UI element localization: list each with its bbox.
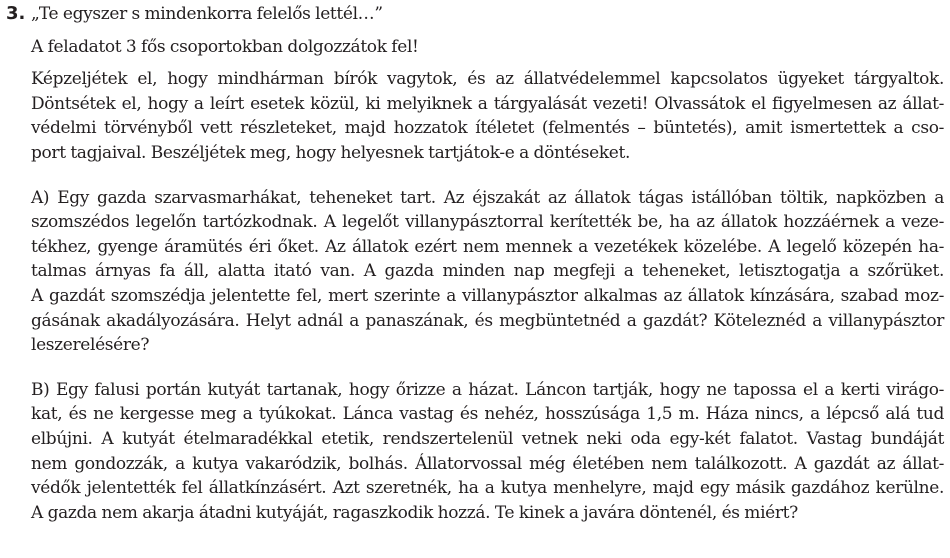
- case-b-line: A gazda nem akarja átadni kutyáját, ragaszkodik hozzá. Te kinek a javára döntenél, és miért?: [31, 502, 798, 523]
- case-a-line: gásának akadályozására. Helyt adnál a panaszának, és megbüntetnéd a gazdát? Köteleznéd a villanypásztor: [31, 310, 944, 331]
- case-a-line: leszerelésére?: [31, 335, 150, 356]
- instructions-line: port tagjaival. Beszéljétek meg, hogy helyesnek tartjátok-e a döntéseket.: [31, 142, 631, 163]
- case-b-line: kat, és ne kergesse meg a tyúkokat. Lánca vastag és nehéz, hosszúsága 1,5 m. Háza nincs, a lépcső alá tud: [31, 404, 944, 425]
- case-b-line: B) Egy falusi portán kutyát tartanak, hogy őrizze a házat. Láncon tartják, hogy ne tapossa el a kerti virágo-: [31, 379, 944, 400]
- case-a-paragraph: [31, 186, 944, 358]
- instructions-line: Döntsétek el, hogy a leírt esetek közül, ki melyiknek a tárgyalását vezeti! Olvassátok el figyelmesen az állat-: [31, 93, 944, 114]
- case-b-line: védők jelentették fel állatkínzásért. Azt szeretnék, ha a kutya menhelyre, majd egy másik gazdához kerülne.: [31, 478, 944, 499]
- case-a-line: tékhez, gyenge áramütés éri őket. Az állatok ezért nem mennek a vezetékek közelébe. A legelő közepén ha-: [31, 236, 944, 257]
- case-a-line: talmas árnyas fa áll, alatta itató van. A gazda minden nap megfeji a teheneket, letisztogatja a szőrüket.: [31, 261, 944, 282]
- case-b-line: nem gondozzák, a kutya vakaródzik, bolhás. Állatorvossal még életében nem találkozott. A gazdát az állat-: [31, 453, 944, 474]
- instructions-line: védelmi törvényből vett részleteket, majd hozzatok ítéletet (felmentés – büntetés), amit ismertettek a cso-: [31, 118, 944, 139]
- instructions-paragraph: [31, 67, 944, 165]
- case-a-line: A gazdát szomszédja jelentette fel, mert szerinte a villanypásztor alkalmas az állatok kínzására, szabad moz-: [31, 285, 944, 306]
- task-number: 3.: [6, 3, 26, 24]
- case-a-line: A) Egy gazda szarvasmarhákat, teheneket tart. Az éjszakát az állatok tágas istállóban töltik, napközben a: [31, 187, 944, 208]
- case-b-line: elbújni. A kutyát ételmaradékkal etetik, rendszertelenül vetnek neki oda egy-két falatot. Vastag bundáját: [31, 428, 944, 449]
- task-content: [31, 2, 944, 525]
- task-title: „Te egyszer s mindenkorra felelős lettél…”: [31, 4, 383, 24]
- task-intro: A feladatot 3 fős csoportokban dolgozzátok fel!: [31, 36, 419, 57]
- case-a-line: szomszédos legelőn tartózkodnak. A legelőt villanypásztorral kerítették be, ha az állatok hozzáérnek a veze-: [31, 212, 944, 233]
- instructions-line: Képzeljétek el, hogy mindhárman bírók vagytok, és az állatvédelemmel kapcsolatos ügyeket tárgyaltok.: [31, 69, 944, 90]
- case-b-paragraph: [31, 378, 944, 526]
